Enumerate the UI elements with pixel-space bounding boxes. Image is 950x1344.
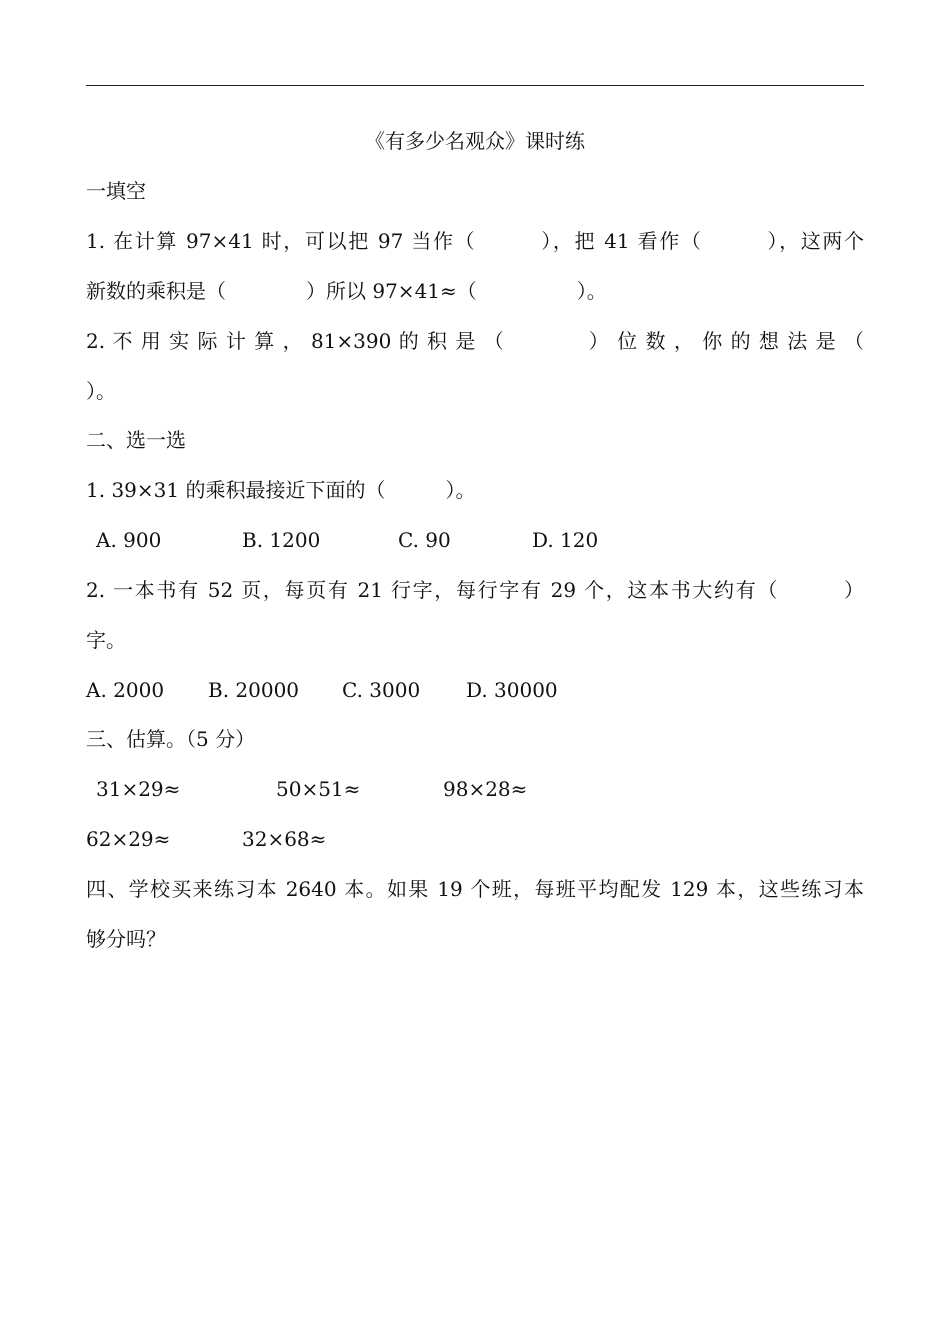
question-1-1-line-2: 新数的乘积是（ ）所以 97×41≈（ ）。 — [86, 279, 607, 303]
question-2-2-line-2: 字。 — [86, 628, 126, 652]
estimation-item: 62×29≈ — [86, 827, 171, 851]
question-2-1: 1. 39×31 的乘积最接近下面的（ ）。 — [86, 478, 476, 502]
question-4-line-1: 四、学校买来练习本 2640 本。如果 19 个班，每班平均配发 129 本，这些练习本 — [86, 877, 864, 901]
option-c: C. 90 — [398, 528, 451, 552]
question-1-2-line-1: 2. 不 用 实 际 计 算 ， 81×390 的 积 是 （ ） 位 数 ， 你 的 想 法 是 （ — [86, 329, 864, 353]
header-rule — [86, 85, 864, 86]
question-1-1-line-1: 1. 在计算 97×41 时，可以把 97 当作（ ），把 41 看作（ ），这两个 — [86, 229, 864, 253]
section-heading-estimation: 三、估算。（5 分） — [86, 727, 256, 751]
option-a: A. 2000 — [86, 678, 165, 702]
section-heading-fill-blank: 一填空 — [86, 179, 146, 203]
question-4-line-2: 够分吗？ — [86, 927, 166, 951]
option-d: D. 120 — [532, 528, 599, 552]
estimation-item: 32×68≈ — [242, 827, 327, 851]
option-b: B. 20000 — [208, 678, 300, 702]
option-b: B. 1200 — [242, 528, 321, 552]
option-a: A. 900 — [96, 528, 162, 552]
estimation-item: 98×28≈ — [443, 777, 528, 801]
estimation-item: 50×51≈ — [276, 777, 361, 801]
section-heading-multiple-choice: 二、选一选 — [86, 428, 186, 452]
question-2-2-line-1: 2. 一本书有 52 页，每页有 21 行字，每行字有 29 个，这本书大约有（ ） — [86, 578, 864, 602]
option-d: D. 30000 — [466, 678, 558, 702]
option-c: C. 3000 — [342, 678, 421, 702]
question-1-2-line-2: ）。 — [86, 379, 116, 403]
estimation-item: 31×29≈ — [96, 777, 181, 801]
page-title: 《有多少名观众》课时练 — [365, 129, 585, 153]
